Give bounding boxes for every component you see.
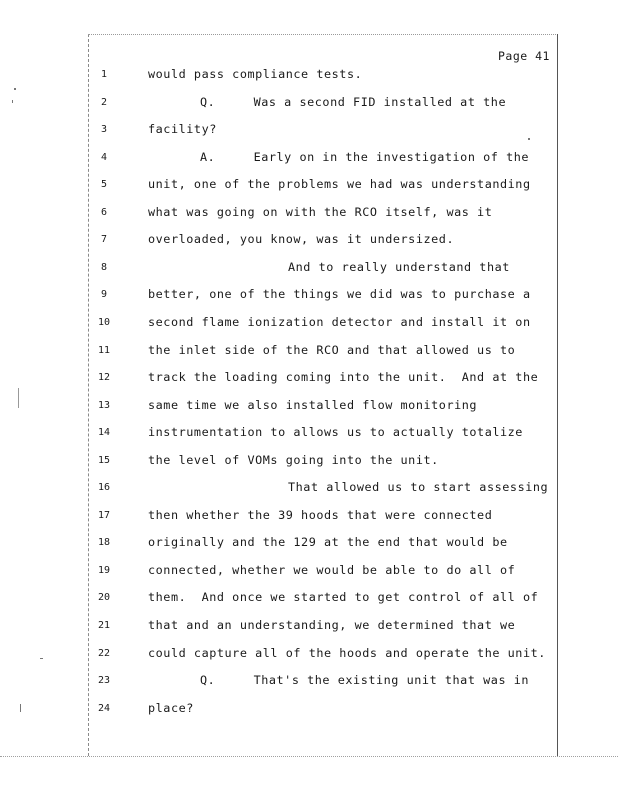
transcript-line — [0, 590, 618, 612]
line-text: track the loading coming into the unit. And at the — [148, 370, 539, 385]
line-number: 24 — [97, 702, 111, 714]
line-text: could capture all of the hoods and operate the unit. — [148, 645, 546, 660]
transcript-line — [0, 287, 618, 309]
line-number: 13 — [97, 399, 111, 411]
line-text: place? — [148, 700, 194, 715]
line-text: would pass compliance tests. — [148, 67, 363, 81]
line-number: 2 — [100, 96, 108, 108]
page-number-label: Page 41 — [498, 49, 550, 63]
line-number: 9 — [100, 289, 108, 301]
line-number: 14 — [97, 427, 111, 439]
line-text: That allowed us to start assessing — [288, 480, 549, 495]
transcript-line — [0, 563, 618, 585]
line-number: 15 — [97, 454, 111, 466]
line-number: 3 — [100, 124, 108, 136]
scan-mark — [18, 388, 19, 408]
line-text: then whether the 39 hoods that were connected — [148, 507, 493, 522]
line-number: 17 — [97, 509, 111, 521]
transcript-line — [0, 370, 618, 392]
line-text: second flame ionization detector and install it on — [148, 314, 531, 329]
transcript-line — [0, 122, 618, 144]
transcript-line — [0, 535, 618, 557]
line-text: that and an understanding, we determined that we — [148, 618, 516, 632]
scan-mark — [20, 704, 21, 712]
line-number: 7 — [100, 234, 108, 246]
line-number: 10 — [97, 316, 111, 328]
transcript-line — [0, 508, 618, 530]
transcript-line — [0, 67, 618, 89]
line-text: Q. That's the existing unit that was in — [200, 673, 530, 688]
line-text: Q. Was a second FID installed at the — [200, 94, 507, 109]
line-text: facility? — [148, 122, 217, 137]
transcript-line — [0, 453, 618, 475]
line-text: overloaded, you know, was it undersized. — [148, 232, 455, 247]
line-number: 6 — [100, 206, 108, 218]
transcript-line — [0, 618, 618, 640]
line-number: 18 — [97, 537, 111, 549]
line-number: 11 — [97, 344, 111, 356]
line-number: 4 — [100, 151, 108, 163]
line-number: 12 — [97, 372, 111, 384]
transcript-line — [0, 205, 618, 227]
line-text: them. And once we started to get control of all of — [148, 590, 539, 605]
transcript-line — [0, 701, 618, 723]
line-text: A. Early on in the investigation of the — [200, 149, 530, 164]
line-number: 8 — [100, 261, 108, 273]
transcript-line — [0, 95, 618, 117]
line-text: unit, one of the problems we had was understanding — [148, 177, 531, 192]
line-number: 1 — [100, 69, 108, 80]
line-text: And to really understand that — [288, 259, 510, 274]
line-number: 5 — [100, 179, 108, 191]
line-number: 23 — [97, 675, 111, 687]
transcript-line — [0, 177, 618, 199]
scan-mark — [528, 138, 530, 140]
transcript-line — [0, 673, 618, 695]
line-text: better, one of the things we did was to purchase a — [148, 287, 531, 302]
line-number: 20 — [97, 592, 111, 604]
line-number: 21 — [97, 620, 111, 631]
line-number: 22 — [97, 647, 111, 659]
transcript-line — [0, 425, 618, 447]
transcript-line — [0, 232, 618, 254]
line-text: originally and the 129 at the end that would be — [148, 535, 508, 550]
line-text: the level of VOMs going into the unit. — [148, 452, 439, 467]
scan-mark — [40, 658, 43, 659]
transcript-line — [0, 315, 618, 337]
transcript-line — [0, 260, 618, 282]
transcript-line — [0, 398, 618, 420]
line-text: same time we also installed flow monitoring — [148, 397, 478, 412]
transcript-line — [0, 343, 618, 365]
transcript-line — [0, 480, 618, 502]
scan-mark — [14, 88, 16, 90]
line-number: 19 — [97, 564, 111, 576]
line-text: connected, whether we would be able to do all of — [148, 562, 516, 577]
line-number: 16 — [97, 482, 111, 494]
line-text: instrumentation to allows us to actually totalize — [148, 425, 523, 440]
line-text: the inlet side of the RCO and that allowed us to — [148, 342, 516, 357]
line-text: what was going on with the RCO itself, was it — [148, 204, 493, 219]
scan-mark — [12, 100, 13, 103]
transcript-line — [0, 150, 618, 172]
transcript-line — [0, 646, 618, 668]
